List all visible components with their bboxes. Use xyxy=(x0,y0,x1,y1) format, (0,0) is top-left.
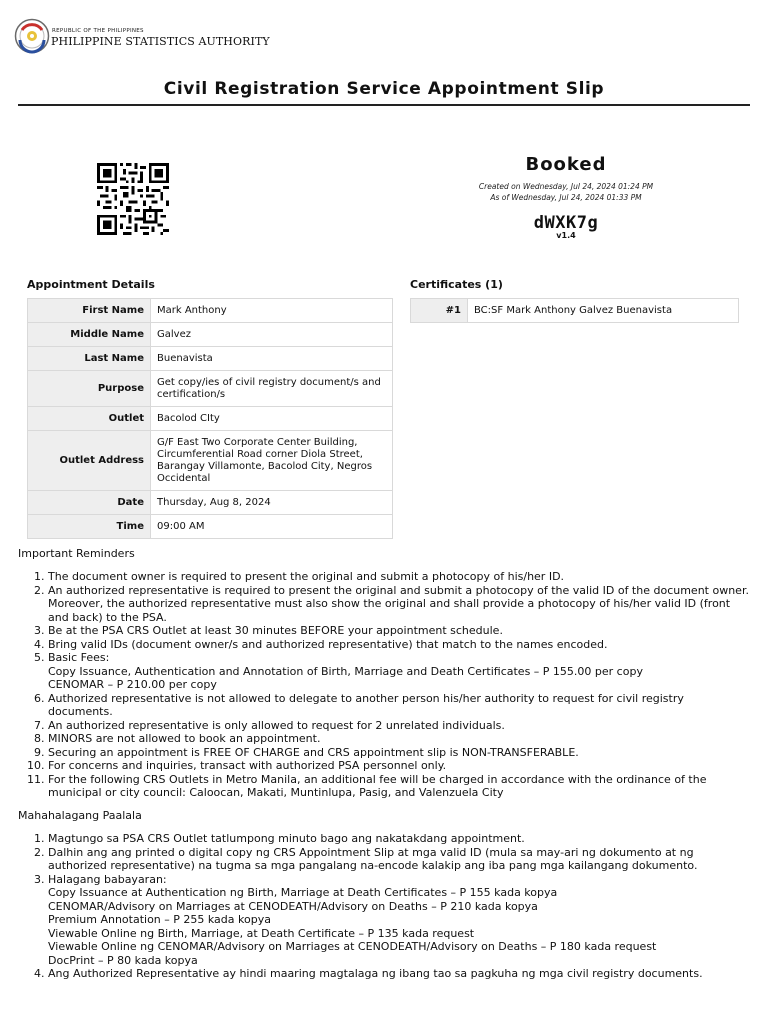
field-value: Buenavista xyxy=(151,347,393,371)
certificates-heading: Certificates (1) xyxy=(410,278,503,291)
table-row xyxy=(28,371,393,407)
field-key: Outlet Address xyxy=(28,431,151,491)
version-label: v1.4 xyxy=(556,231,576,240)
list-item: 2. Dalhin ang ang printed o digital copy ng CRS Appointment Slip at mga valid ID (mula sa may-ari ng dokumento at ng authorized representative) na tugma sa mga pangalang na-encode kalakip ang iba pang mga kailangang dokumento. xyxy=(48,846,752,873)
page-title: Civil Registration Service Appointment Slip xyxy=(163,79,605,99)
list-item: 9. Securing an appointment is FREE OF CHARGE and CRS appointment slip is NON-TRANSFERABLE. xyxy=(48,746,752,760)
logo-subtitle: REPUBLIC OF THE PHILIPPINES xyxy=(52,28,144,34)
appointment-details-heading: Appointment Details xyxy=(27,278,155,291)
field-key: Time xyxy=(28,515,151,539)
important-reminders-section xyxy=(18,547,752,800)
table-row xyxy=(411,299,739,323)
fee-line: CENOMAR/Advisory on Marriages at CENODEATH/Advisory on Deaths – P 210 kada kopya xyxy=(48,899,538,913)
field-key: Middle Name xyxy=(28,323,151,347)
certificate-description: BC:SF Mark Anthony Galvez Buenavista xyxy=(468,299,739,323)
field-key: Purpose xyxy=(28,371,151,407)
reference-code: dWXK7g xyxy=(533,213,599,233)
field-value: Mark Anthony xyxy=(151,299,393,323)
logo-title: PHILIPPINE STATISTICS AUTHORITY xyxy=(51,35,270,48)
list-item: 11. For the following CRS Outlets in Metro Manila, an additional fee will be charged in accordance with the ordinance of the municipal or city council: Caloocan, Makati, Muntinlupa, Pasig, and Valenzuela City xyxy=(48,773,752,800)
fee-line: DocPrint – P 80 kada kopya xyxy=(48,953,198,967)
field-key: Last Name xyxy=(28,347,151,371)
field-key: Outlet xyxy=(28,407,151,431)
field-value: Thursday, Aug 8, 2024 xyxy=(151,491,393,515)
psa-seal-icon xyxy=(14,18,50,54)
table-row xyxy=(28,515,393,539)
list-item xyxy=(48,873,752,968)
fee-line: Premium Annotation – P 255 kada kopya xyxy=(48,913,271,926)
basic-fees-label: Basic Fees: xyxy=(48,651,110,664)
paalala-section xyxy=(18,809,752,981)
table-row xyxy=(28,407,393,431)
field-key: First Name xyxy=(28,299,151,323)
list-item: 1. The document owner is required to present the original and submit a photocopy of his/her ID. xyxy=(48,570,752,584)
field-value: G/F East Two Corporate Center Building, Circumferential Road corner Diola Street, Barangay Villamonte, Bacolod City, Negros Occidental xyxy=(151,431,393,491)
field-key: Date xyxy=(28,491,151,515)
fee-line: Viewable Online ng CENOMAR/Advisory on Marriages at CENODEATH/Advisory on Deaths – P 180 kada request xyxy=(48,940,657,953)
list-item: 4. Bring valid IDs (document owner/s and authorized representative) that match to the names encoded. xyxy=(48,638,752,652)
certificate-number: #1 xyxy=(411,299,468,323)
important-reminders-heading: Important Reminders xyxy=(18,547,135,560)
appointment-details-table xyxy=(27,298,393,539)
created-timestamp: Created on Wednesday, Jul 24, 2024 01:24 PM xyxy=(478,182,654,191)
field-value: Bacolod CIty xyxy=(151,407,393,431)
table-row xyxy=(28,491,393,515)
list-item: 2. An authorized representative is required to present the original and submit a photocopy of the valid ID of the document owner. Moreover, the authorized representative must also show the original and shall provide a photocopy of his/her valid ID (front and back) to the PSA. xyxy=(48,584,752,625)
list-item: 6. Authorized representative is not allowed to delegate to another person his/her authority to request for civil registry documents. xyxy=(48,692,752,719)
booking-status-block xyxy=(420,154,712,240)
list-item: 1. Magtungo sa PSA CRS Outlet tatlumpong minuto bago ang nakatakdang appointment. xyxy=(48,832,752,846)
list-item: 8. MINORS are not allowed to book an appointment. xyxy=(48,732,752,746)
list-item: 4. Ang Authorized Representative ay hindi maaring magtalaga ng ibang tao sa pagkuha ng mga civil registry documents. xyxy=(48,967,752,981)
field-value: Galvez xyxy=(151,323,393,347)
fee-line: Copy Issuance at Authentication ng Birth, Marriage at Death Certificates – P 155 kada kopya xyxy=(48,886,558,899)
paalala-heading: Mahahalagang Paalala xyxy=(18,809,142,822)
as-of-timestamp: As of Wednesday, Jul 24, 2024 01:33 PM xyxy=(490,193,642,202)
qr-code-icon xyxy=(95,163,171,235)
list-item: 7. An authorized representative is only allowed to request for 2 unrelated individuals. xyxy=(48,719,752,733)
psa-logo xyxy=(14,18,270,64)
table-row xyxy=(28,431,393,491)
status-label: Booked xyxy=(525,154,607,175)
fees-label: Halagang babayaran: xyxy=(48,872,167,886)
fee-line: Copy Issuance, Authentication and Annotation of Birth, Marriage and Death Certificates – P 155.00 per copy xyxy=(48,664,643,678)
table-row xyxy=(28,347,393,371)
paalala-list xyxy=(18,832,752,981)
certificates-table xyxy=(410,298,739,323)
table-row xyxy=(28,323,393,347)
list-item: 3. Be at the PSA CRS Outlet at least 30 minutes BEFORE your appointment schedule. xyxy=(48,624,752,638)
fee-line: CENOMAR – P 210.00 per copy xyxy=(48,678,217,691)
table-row xyxy=(28,299,393,323)
reminders-list xyxy=(18,570,752,800)
fee-line: Viewable Online ng Birth, Marriage, at Death Certificate – P 135 kada request xyxy=(48,926,475,940)
list-item xyxy=(48,651,752,692)
field-value: 09:00 AM xyxy=(151,515,393,539)
list-item: 10. For concerns and inquiries, transact with authorized PSA personnel only. xyxy=(48,759,752,773)
title-divider xyxy=(18,104,750,106)
field-value: Get copy/ies of civil registry document/s and certification/s xyxy=(151,371,393,407)
